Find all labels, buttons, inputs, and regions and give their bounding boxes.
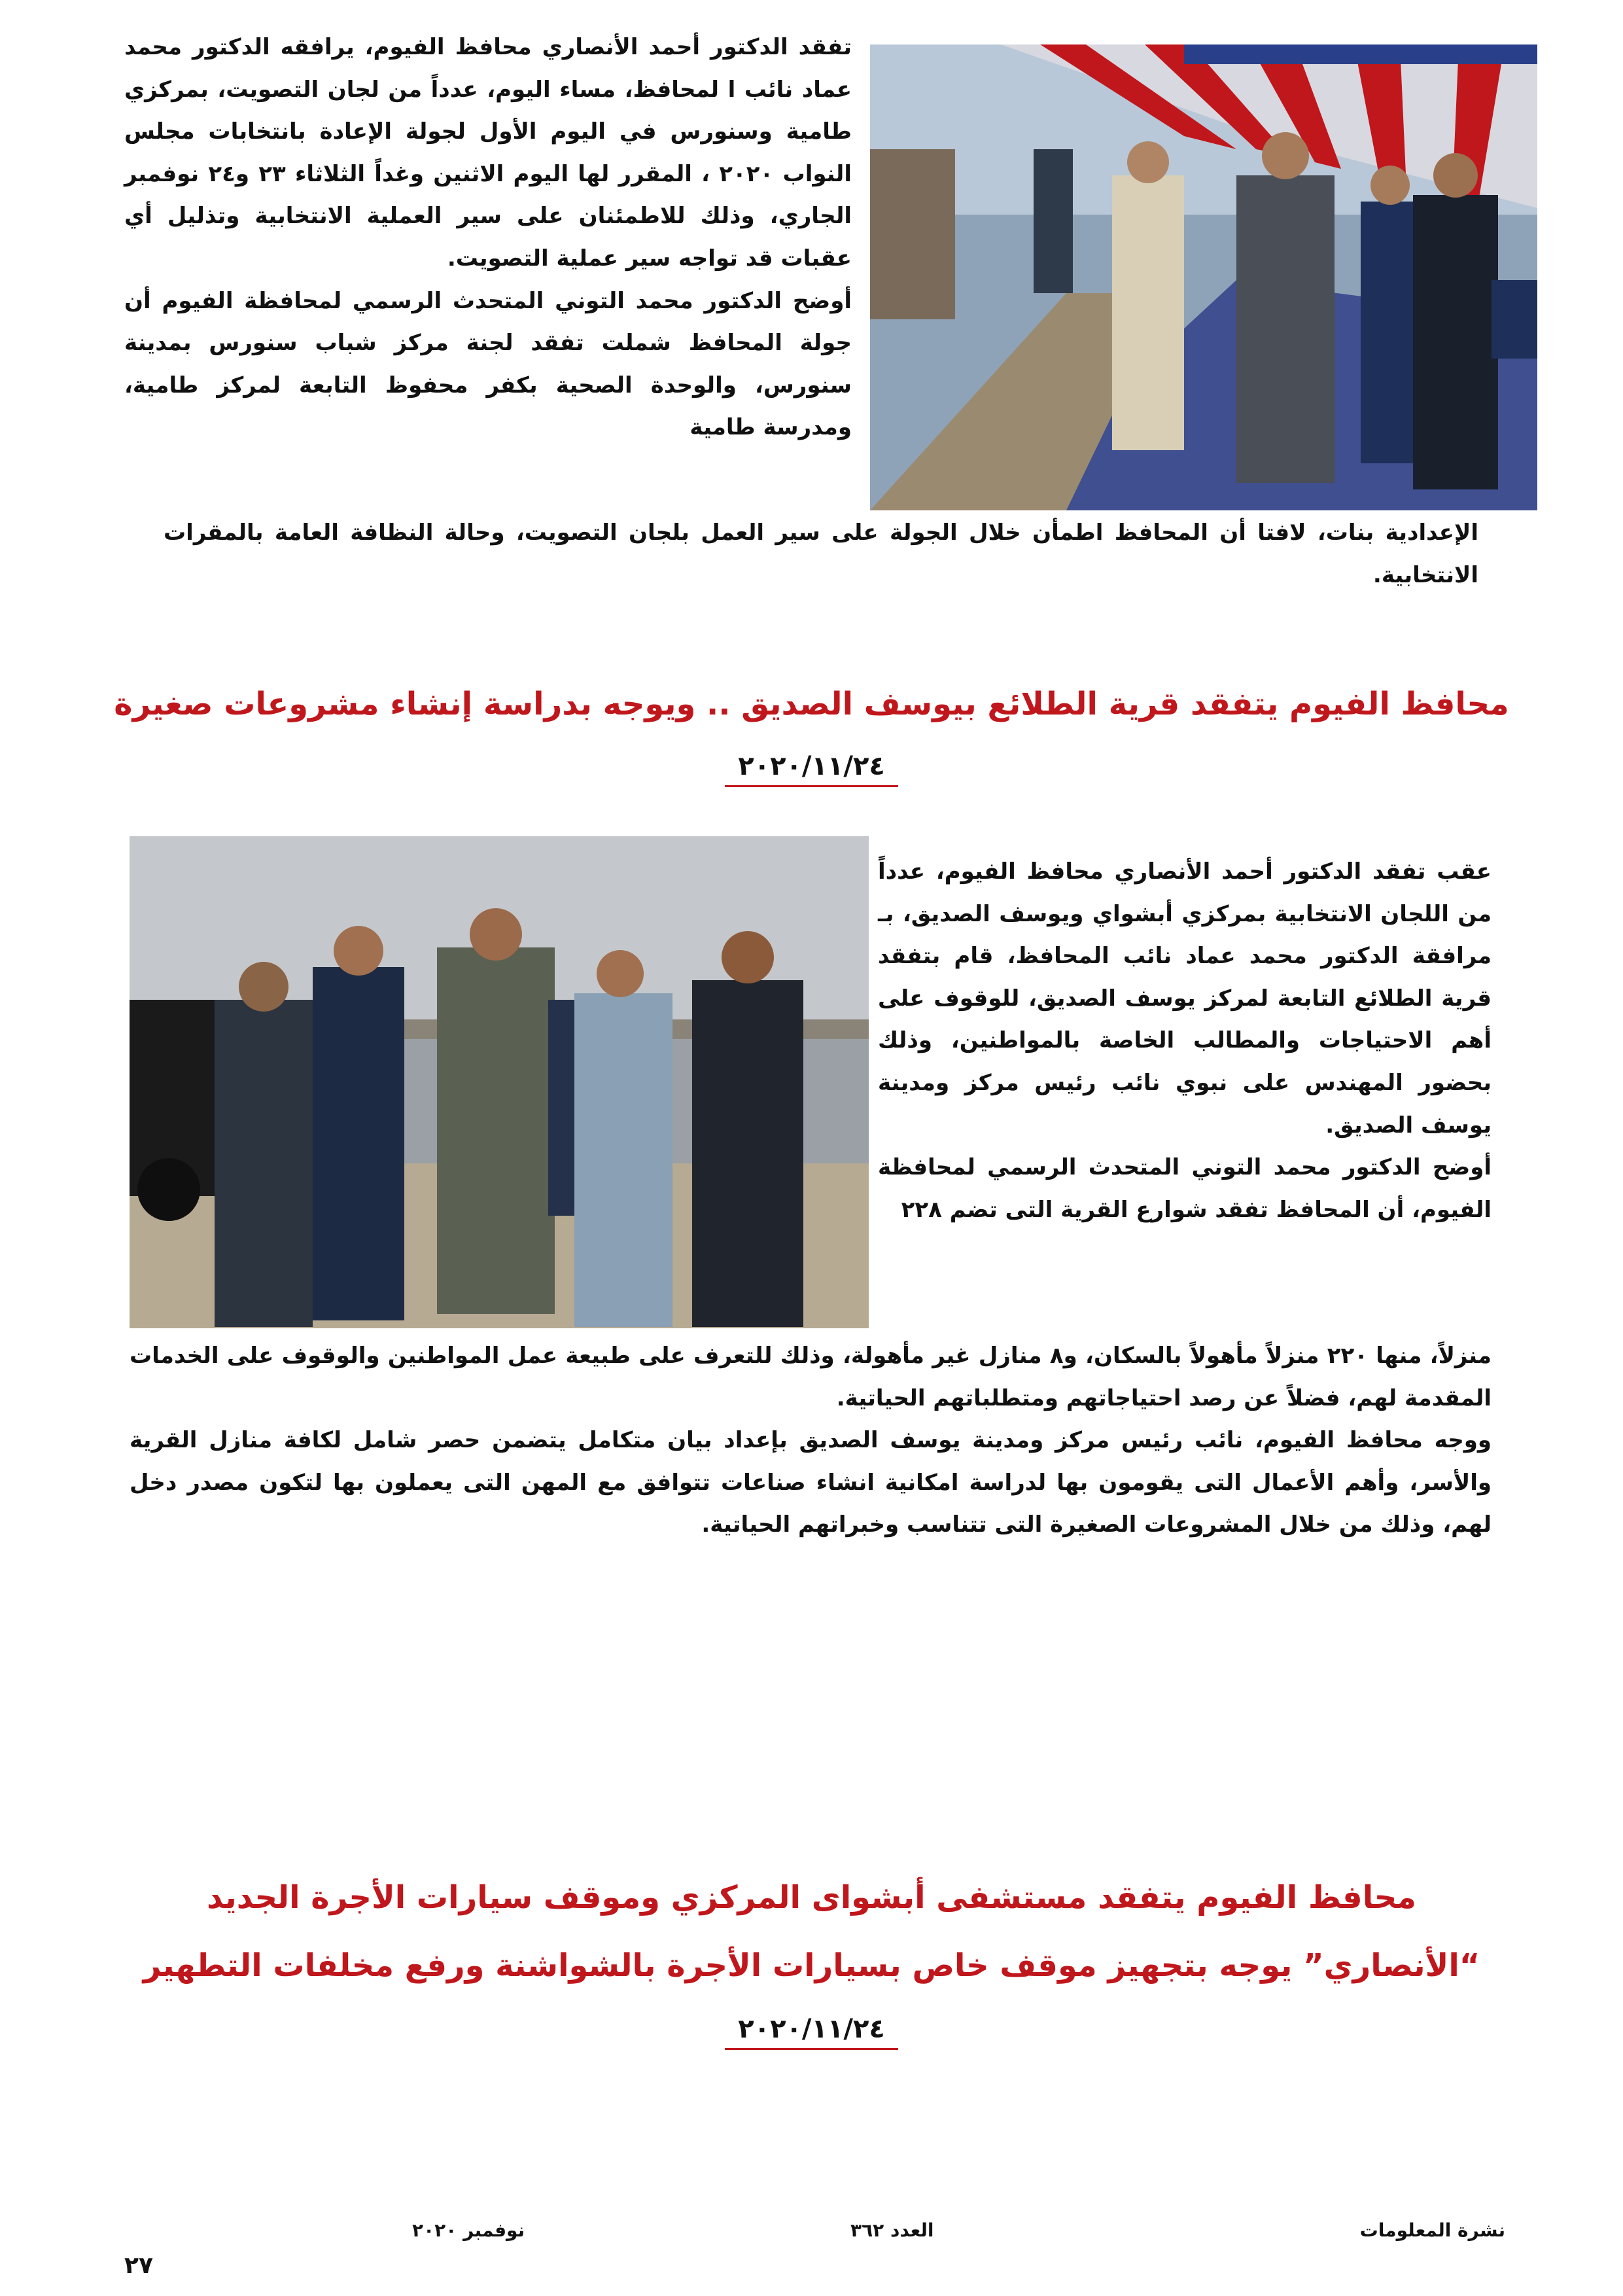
article1-paragraph2-text: أوضح الدكتور محمد التوني المتحدث الرسمي لمحافظة الفيوم أن جولة المحافظ شملت تفقد لجنة مركز شباب سنورس بمدينة سنورس، والوحدة الصحية بكفر محفوظ التابعة لمركز طامية، ومدرسة طامية (124, 287, 852, 441)
article2-paragraph2-text: أوضح الدكتور محمد التوني المتحدث الرسمي لمحافظة الفيوم، أن المحافظ تفقد شوارع القرية التى تضم ٢٢٨ (878, 1154, 1492, 1223)
article3-date (0, 2014, 1623, 2044)
article2-paragraph1 (878, 851, 1492, 1231)
article1-paragraph2-continuation (164, 512, 1478, 596)
article3-date-text: ٢٠٢٠/١١/٢٤ (725, 2014, 898, 2050)
article2-paragraph1-text: عقب تفقد الدكتور أحمد الأنصاري محافظ الفيوم، عدداً من اللجان الانتخابية بمركزي أبشواي ويوسف الصديق، بـ مرافقة الدكتور محمد عماد نائب المحافظ، قام بتفقد قرية الطلائع التابعة لمركز يوسف الصديق، للوقوف على أهم الاحتياجات والمطالب الخاصة بالمواطنين، وذلك بحضور المهندس على نبوي نائب رئيس مركز ومدينة يوسف الصديق. (878, 858, 1492, 1139)
footer-month: نوفمبر ٢٠٢٠ (412, 2219, 525, 2241)
article2-paragraph2-cont-text: منزلاً، منها ٢٢٠ منزلاً مأهولاً بالسكان، و٨ منازل غير مأهولة، وذلك للتعرف على طبيعة عمل المواطنين والوقوف على الخدمات المقدمة لهم، فضلاً عن رصد احتياجاتهم ومتطلباتهم الحياتية. (130, 1343, 1492, 1411)
article1-paragraph1 (124, 26, 852, 449)
article2-paragraph3-text: ووجه محافظ الفيوم، نائب رئيس مركز ومدينة يوسف الصديق بإعداد بيان متكامل يتضمن حصر شامل لكافة منازل القرية والأسر، وأهم الأعمال التى يقومون بها لدراسة امكانية انشاء صناعات تتوافق مع المهن التى يعملون بها لتكون مصدر دخل لهم، وذلك من خلال المشروعات الصغيرة التى تتناسب وخبراتهم الحياتية. (130, 1427, 1492, 1538)
article1-paragraph1-text: تفقد الدكتور أحمد الأنصاري محافظ الفيوم، يرافقه الدكتور محمد عماد نائب ا لمحافظ، مساء اليوم، عدداً من لجان التصويت، بمركزي طامية وسنورس في اليوم الأول لجولة الإعادة بانتخابات مجلس النواب ٢٠٢٠ ، المقرر لها اليوم الاثنين وغداً الثلاثاء ٢٣ و٢٤ نوفمبر الجاري، وذلك للاطمئنان على سير العملية الانتخابية وتذليل أي عقبات قد تواجه سير عملية التصويت. (124, 34, 852, 272)
footer-publication: نشرة المعلومات (1359, 2219, 1505, 2241)
photo-polling-station-visit (870, 44, 1537, 510)
article3-headline-line1: محافظ الفيوم يتفقد مستشفى أبشواى المركزي وموقف سيارات الأجرة الجديد (206, 1879, 1417, 1916)
footer-page-number: ٢٧ (124, 2252, 153, 2279)
article2-date (0, 751, 1623, 781)
article2-headline: محافظ الفيوم يتفقد قرية الطلائع بيوسف الصديق .. ويوجه بدراسة إنشاء مشروعات صغيرة (114, 686, 1509, 722)
article2-paragraph2-continuation (130, 1335, 1492, 1546)
photo-village-inspection (130, 836, 869, 1328)
article3-headline-line2: “الأنصاري” يوجه بتجهيز موقف خاص بسيارات الأجرة بالشواشنة ورفع مخلفات التطهير (143, 1947, 1480, 1984)
article2-date-text: ٢٠٢٠/١١/٢٤ (725, 751, 898, 787)
article1-paragraph2-cont-text: الإعدادية بنات، لافتا أن المحافظ اطمأن خلال الجولة على سير العمل بلجان التصويت، وحالة النظافة العامة بالمقرات الانتخابية. (164, 520, 1478, 588)
footer-issue: العدد ٣٦٢ (850, 2219, 934, 2241)
